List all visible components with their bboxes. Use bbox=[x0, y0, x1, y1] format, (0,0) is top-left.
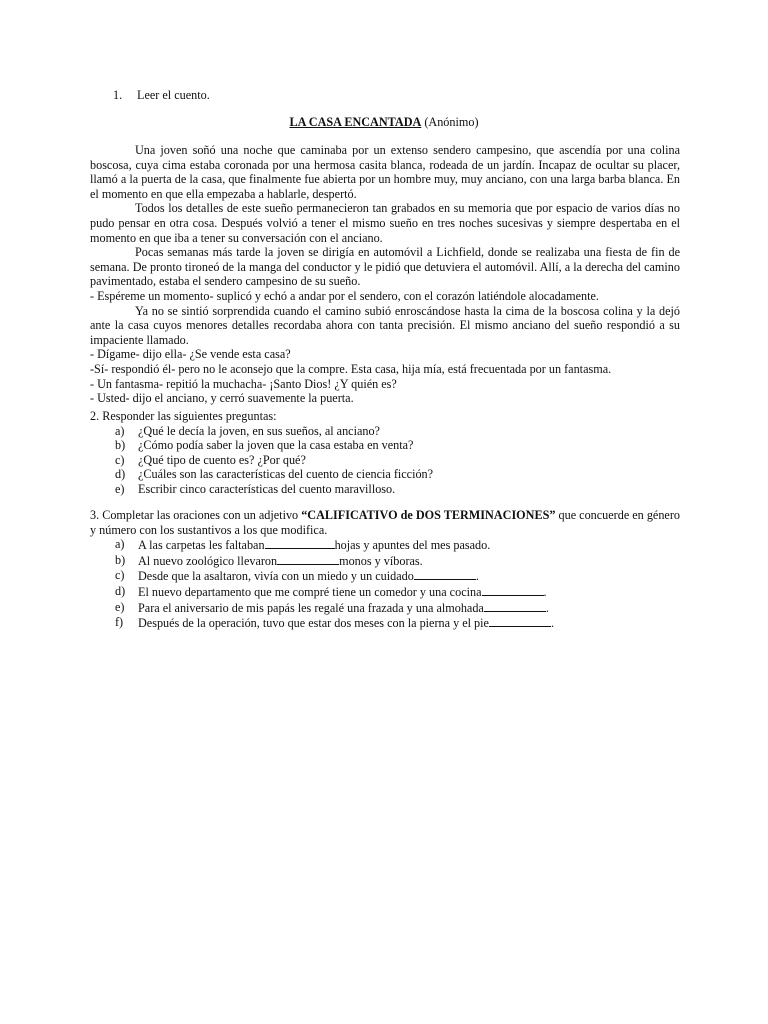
story-dialogue: -Sí- respondió él- pero no le aconsejo que la compre. Esta casa, hija mía, está frecuentada por un fantasma. bbox=[90, 361, 612, 376]
section-3-heading bbox=[90, 508, 680, 537]
story-paragraph: Pocas semanas más tarde la joven se dirigía en automóvil a Lichfield, donde se realizaba una fiesta de fin de semana. De pronto tironeó de la manga del conductor y le pidió que detuviera el automóvil. Allí, a la derecha del camino pavimentado, estaba el sendero campesino de su sueño. bbox=[90, 245, 680, 289]
item-marker: c) bbox=[115, 568, 125, 583]
title-main: LA CASA ENCANTADA bbox=[289, 115, 422, 129]
sentence-start: El nuevo departamento que me compré tiene un comedor y una cocina bbox=[138, 584, 482, 599]
item-marker: f) bbox=[115, 615, 124, 630]
title-author: (Anónimo) bbox=[421, 115, 479, 129]
exercise-item bbox=[90, 537, 680, 553]
story-dialogue: - Dígame- dijo ella- ¿Se vende esta casa? bbox=[90, 347, 291, 362]
sentence-start: Para el aniversario de mis papás les regalé una frazada y una almohada bbox=[138, 600, 484, 615]
exercise-list bbox=[90, 537, 680, 631]
story-dialogue: - Usted- dijo el anciano, y cerró suavemente la puerta. bbox=[90, 391, 354, 406]
answer-blank[interactable] bbox=[489, 615, 551, 627]
answer-blank[interactable] bbox=[414, 568, 476, 580]
answer-blank[interactable] bbox=[484, 600, 546, 612]
question-item bbox=[90, 453, 680, 468]
exercise-item bbox=[90, 568, 680, 584]
question-text: ¿Qué tipo de cuento es? ¿Por qué? bbox=[138, 452, 306, 467]
item-marker: b) bbox=[115, 552, 126, 567]
sentence-end: . bbox=[543, 584, 547, 599]
question-item bbox=[90, 424, 680, 439]
heading-bold: “CALIFICATIVO de DOS TERMINACIONES” bbox=[301, 508, 556, 522]
instruction-1 bbox=[113, 88, 210, 103]
story-dialogue: - Un fantasma- repitió la muchacha- ¡Santo Dios! ¿Y quién es? bbox=[90, 376, 397, 391]
instruction-text: Leer el cuento. bbox=[137, 88, 210, 102]
sentence-end: hojas y apuntes del mes pasado. bbox=[334, 538, 491, 553]
question-item bbox=[90, 438, 680, 453]
sentence-end: monos y víboras. bbox=[339, 553, 423, 568]
item-marker: e) bbox=[115, 599, 125, 614]
item-marker: a) bbox=[115, 423, 125, 438]
answer-blank[interactable] bbox=[482, 584, 544, 596]
story-dialogue: - Espéreme un momento- suplicó y echó a andar por el sendero, con el corazón latiéndole alocadamente. bbox=[90, 288, 599, 303]
item-marker: c) bbox=[115, 452, 125, 467]
exercise-item bbox=[90, 553, 680, 569]
story-paragraph: Todos los detalles de este sueño permanecieron tan grabados en su memoria que por espacio de varios días no pudo pensar en otra cosa. Después volvió a tener el mismo sueño en tres noches sucesivas y siempre despertaba en el momento en que iba a tener su conversación con el anciano. bbox=[90, 201, 680, 245]
question-text: ¿Qué le decía la joven, en sus sueños, al anciano? bbox=[138, 423, 380, 438]
item-marker: b) bbox=[115, 438, 126, 453]
question-item bbox=[90, 467, 680, 482]
section-2-questions bbox=[90, 409, 680, 497]
item-marker: a) bbox=[115, 537, 125, 552]
story-paragraph: Una joven soñó una noche que caminaba por un extenso sendero campesino, que ascendía por una colina boscosa, cuya cima estaba coronada por una hermosa casita blanca, rodeada de un jardín. Incapaz de ocultar su placer, llamó a la puerta de la casa, que finalmente fue abierta por un hombre muy, muy anciano, con una larga barba blanca. En el momento en que ella empezaba a hablarle, despertó. bbox=[90, 143, 680, 201]
sentence-start: Después de la operación, tuvo que estar dos meses con la pierna y el pie bbox=[138, 616, 489, 631]
answer-blank[interactable] bbox=[265, 537, 335, 549]
section-2-heading: 2. Responder las siguientes preguntas: bbox=[90, 409, 277, 423]
exercise-item bbox=[90, 600, 680, 616]
item-marker: e) bbox=[115, 481, 125, 496]
heading-post: que concuerde en género y número con los sustantivos a los que modifica. bbox=[90, 508, 680, 537]
heading-pre: 3. Completar las oraciones con un adjetivo bbox=[90, 508, 302, 522]
question-list bbox=[90, 424, 680, 497]
question-text: ¿Cuáles son las características del cuento de ciencia ficción? bbox=[138, 467, 434, 482]
sentence-start: A las carpetas les faltaban bbox=[138, 538, 265, 553]
story-body bbox=[90, 143, 680, 406]
story-paragraph: Ya no se sintió sorprendida cuando el camino subió enroscándose hasta la cima de la boscosa colina y la dejó ante la casa cuyos menores detalles recordaba ahora con tanta precisión. El mismo anciano del sueño respondió a su impaciente llamado. bbox=[90, 303, 680, 347]
sentence-end: . bbox=[475, 569, 479, 584]
item-marker: d) bbox=[115, 583, 126, 598]
section-3-exercise bbox=[90, 508, 680, 631]
question-item bbox=[90, 482, 680, 497]
question-text: ¿Cómo podía saber la joven que la casa estaba en venta? bbox=[138, 438, 414, 453]
sentence-start: Al nuevo zoológico llevaron bbox=[138, 553, 278, 568]
story-title bbox=[0, 115, 768, 130]
exercise-item bbox=[90, 615, 680, 631]
sentence-start: Desde que la asaltaron, vivía con un miedo y un cuidado bbox=[138, 569, 414, 584]
sentence-end: . bbox=[550, 616, 554, 631]
question-text: Escribir cinco características del cuento maravilloso. bbox=[138, 481, 396, 496]
item-marker: d) bbox=[115, 467, 126, 482]
sentence-end: . bbox=[545, 600, 549, 615]
instruction-number: 1. bbox=[113, 88, 123, 102]
answer-blank[interactable] bbox=[277, 553, 339, 565]
exercise-item bbox=[90, 584, 680, 600]
